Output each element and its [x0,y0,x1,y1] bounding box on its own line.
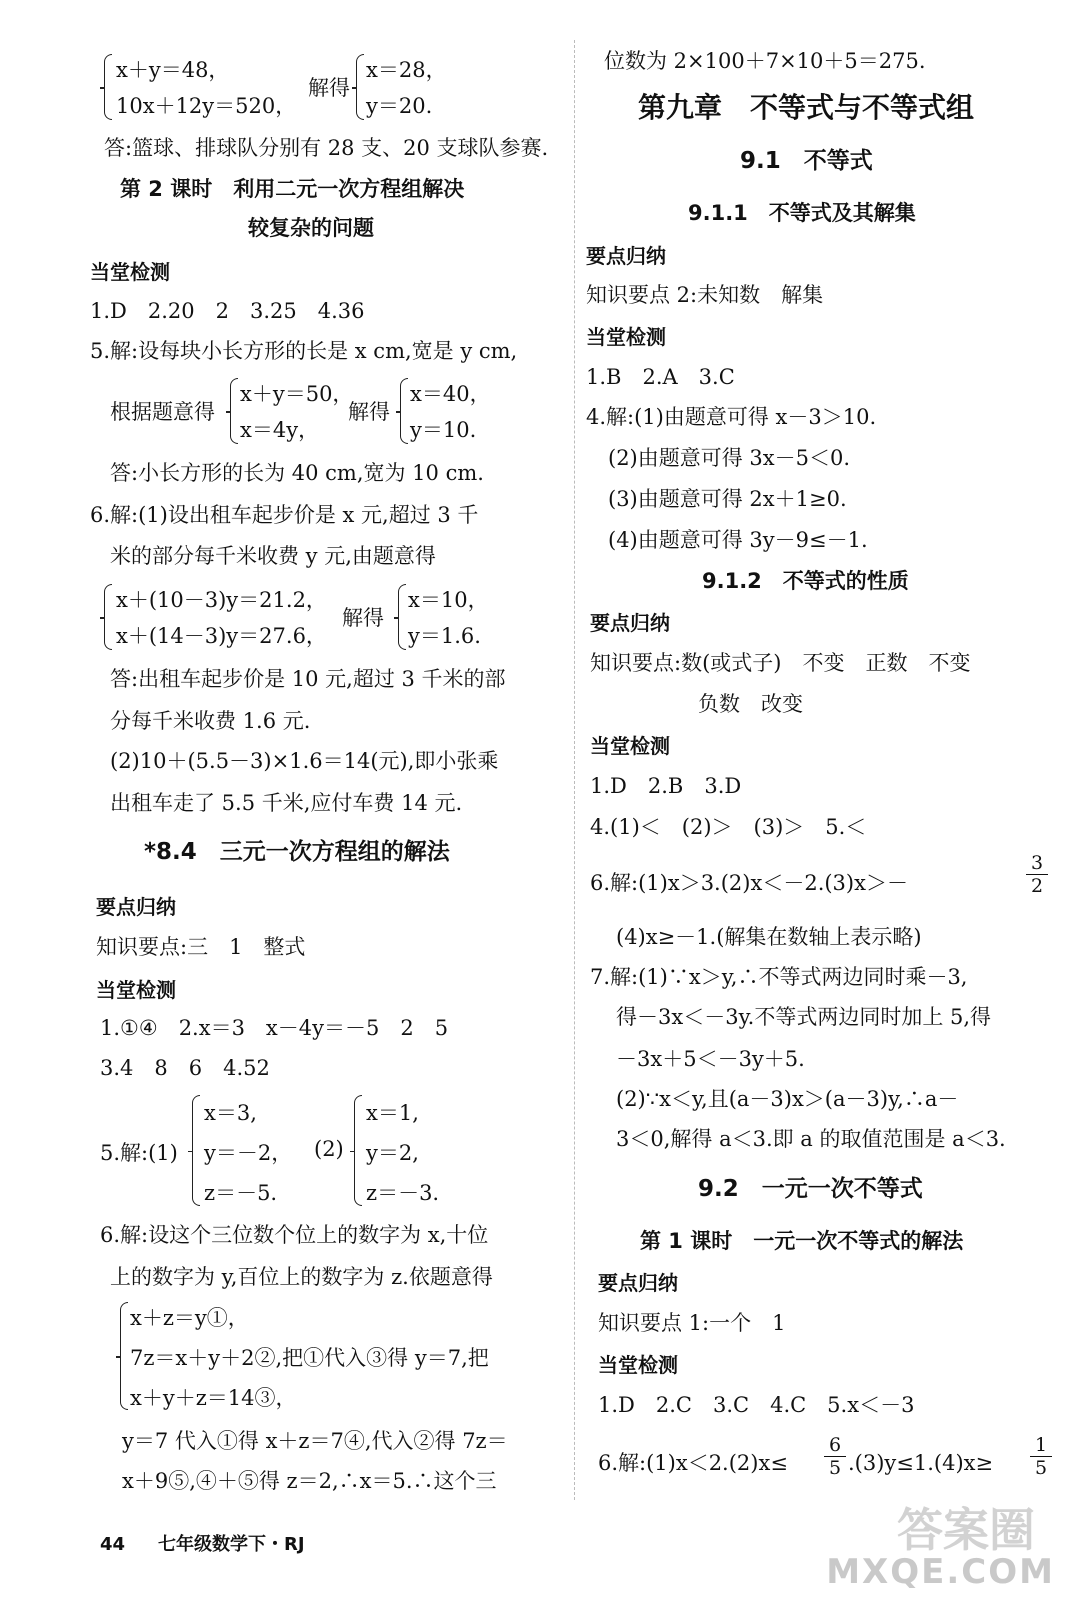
answer-line: 位数为 2×100＋7×10＋5＝275. [604,49,926,73]
equation: z＝－5. [204,1181,278,1205]
equation: 7z＝x＋y＋2②,把①代入③得 y＝7,把 [130,1346,489,1370]
answer-line: 出租车走了 5.5 千米,应付车费 14 元. [110,791,463,815]
answer-line: 3＜0,解得 a＜3.即 a 的取值范围是 a＜3. [616,1127,1006,1151]
answer-line: y＝7 代入①得 x＋z＝7④,代入②得 7z＝ [122,1429,508,1453]
equation-system [104,582,564,652]
equation: x＋y＋z＝14③， [130,1386,297,1410]
equation: x＝40， [410,382,491,406]
key-points: 知识要点 1:一个 1 [598,1311,786,1335]
equation: x＋y＝50， [240,382,354,406]
brace [356,54,364,120]
brace [354,1095,362,1206]
section-title: 9.2 一元一次不等式 [698,1176,923,1202]
section-title: 9.1 不等式 [740,148,873,174]
equation-system [104,52,564,122]
answer-line: (4)x≥－1.(解集在数轴上表示略) [616,925,922,949]
equation-system [110,376,560,446]
equation: x＝1, [366,1101,419,1125]
page-number: 44 [100,1534,126,1555]
solve-label: 解得 [308,76,350,100]
equation: y＝20. [366,94,433,118]
section-label: 当堂检测 [586,325,666,349]
equation: y＝2, [366,1141,419,1165]
section-label: 当堂检测 [590,734,670,758]
denominator: 5 [1030,1456,1052,1479]
column-divider [574,40,575,1500]
equation: x＝28， [366,58,447,82]
brace [398,584,406,650]
answer-line: 上的数字为 y,百位上的数字为 z.依题意得 [110,1265,493,1289]
brace [120,1302,128,1410]
denominator: 2 [1026,874,1048,897]
answer-line: －3x＋5＜－3y＋5. [616,1047,805,1071]
key-points: 知识要点:数(或式子) 不变 正数 不变 [590,651,971,675]
answer-text: 答:篮球、排球队分别有 28 支、20 支球队参赛. [104,136,549,160]
equation: z＝－3. [366,1181,440,1205]
answer-line: 4.解:(1)由题意可得 x－3＞10. [586,405,877,429]
lesson-title: 较复杂的问题 [248,216,374,240]
section-label: 要点归纳 [96,895,176,919]
equation-system [120,1300,565,1412]
answer-line: 米的部分每千米收费 y 元,由题意得 [110,544,436,568]
watermark-url: MXQE.COM [826,1552,1055,1592]
answer-line: 6.解:设这个三位数个位上的数字为 x,十位 [100,1223,489,1247]
lesson-title: 第 1 课时 一元一次不等式的解法 [640,1229,964,1253]
answer-line: 3.4 8 6 4.52 [100,1056,270,1080]
equation: x＋(10－3)y＝21.2， [116,588,327,612]
equation-system [100,1093,560,1208]
key-points: 知识要点 2:未知数 解集 [586,283,824,307]
numerator: 6 [828,1434,842,1456]
brace [104,584,112,650]
answer-line: 1.D 2.20 2 3.25 4.36 [90,299,365,323]
solve-label: 解得 [342,606,384,630]
answer-line: 7.解:(1)∵x＞y,∴不等式两边同时乘－3, [590,965,968,989]
answer-line: .(3)y≤1.(4)x≥ [848,1451,994,1475]
answer-line: (2)由题意可得 3x－5＜0. [608,446,851,470]
brace [192,1095,200,1206]
equation: x＝3, [204,1101,257,1125]
fraction [1030,1434,1052,1479]
answer-line: (2)∵x＜y,且(a－3)x＞(a－3)y,∴a－ [616,1087,959,1111]
answer-line: (4)由题意可得 3y－9≤－1. [608,528,868,552]
brace [104,54,112,120]
chapter-title: 第九章 不等式与不等式组 [638,91,975,124]
answer-line: 1.D 2.B 3.D [590,774,742,798]
answer-line: 6.解:(1)x＜2.(2)x≤ [598,1451,788,1475]
numerator: 1 [1034,1434,1048,1456]
section-label: 当堂检测 [96,978,176,1002]
answer-line: x＋9⑤,④＋⑤得 z＝2,∴x＝5.∴这个三 [122,1469,497,1493]
answer-line: 5.解:设每块小长方形的长是 x cm,宽是 y cm, [90,339,518,363]
subsection-title: 9.1.2 不等式的性质 [702,569,909,593]
equation: x＋z＝y①， [130,1306,249,1330]
key-points: 负数 改变 [698,692,803,716]
equation: 10x＋12y＝520， [116,94,297,118]
label: 根据题意得 [110,400,215,424]
equation: x＋(14－3)y＝27.6， [116,624,327,648]
equation: x＋y＝48， [116,58,230,82]
label: 5.解:(1) [100,1141,178,1165]
answer-line: 6.解:(1)x＞3.(2)x＜－2.(3)x＞－ [590,871,908,895]
section-title: *8.4 三元一次方程组的解法 [144,839,450,865]
answer-line: 4.(1)＜ (2)＞ (3)＞ 5.＜ [590,815,867,839]
lesson-title: 第 2 课时 利用二元一次方程组解决 [120,177,465,201]
section-label: 要点归纳 [598,1271,678,1295]
answer-text: 答:小长方形的长为 40 cm,宽为 10 cm. [110,461,484,485]
watermark-logo: 答案圈 [897,1503,1035,1557]
fraction [1026,852,1048,897]
brace [400,378,408,444]
brace [230,378,238,444]
equation: y＝10. [410,418,477,442]
equation: y＝1.6. [408,624,481,648]
answer-line: 得－3x＜－3y.不等式两边同时加上 5,得 [616,1005,992,1029]
answer-text: 答:出租车起步价是 10 元,超过 3 千米的部 [110,667,506,691]
section-label: 要点归纳 [586,244,666,268]
label: (2) [314,1137,344,1161]
numerator: 3 [1030,852,1044,874]
answer-line: (3)由题意可得 2x＋1≥0. [608,487,847,511]
denominator: 5 [824,1456,846,1479]
answer-line: 1.B 2.A 3.C [586,365,735,389]
equation: x＝4y， [240,418,320,442]
section-label: 要点归纳 [590,611,670,635]
section-label: 当堂检测 [90,260,170,284]
subsection-title: 9.1.1 不等式及其解集 [688,201,916,225]
fraction [824,1434,846,1479]
book-title: 七年级数学下・RJ [158,1534,305,1555]
key-points: 知识要点:三 1 整式 [96,935,306,959]
equation: x＝10， [408,588,489,612]
equation: y＝－2， [204,1141,293,1165]
answer-line: 1.D 2.C 3.C 4.C 5.x＜－3 [598,1393,915,1417]
section-label: 当堂检测 [598,1353,678,1377]
answer-line: (2)10＋(5.5－3)×1.6＝14(元),即小张乘 [110,749,499,773]
answer-text: 分每千米收费 1.6 元. [110,709,311,733]
answer-line: 6.解:(1)设出租车起步价是 x 元,超过 3 千 [90,503,479,527]
answer-line: 1.①④ 2.x＝3 x－4y＝－5 2 5 [100,1016,449,1040]
solve-label: 解得 [348,400,390,424]
